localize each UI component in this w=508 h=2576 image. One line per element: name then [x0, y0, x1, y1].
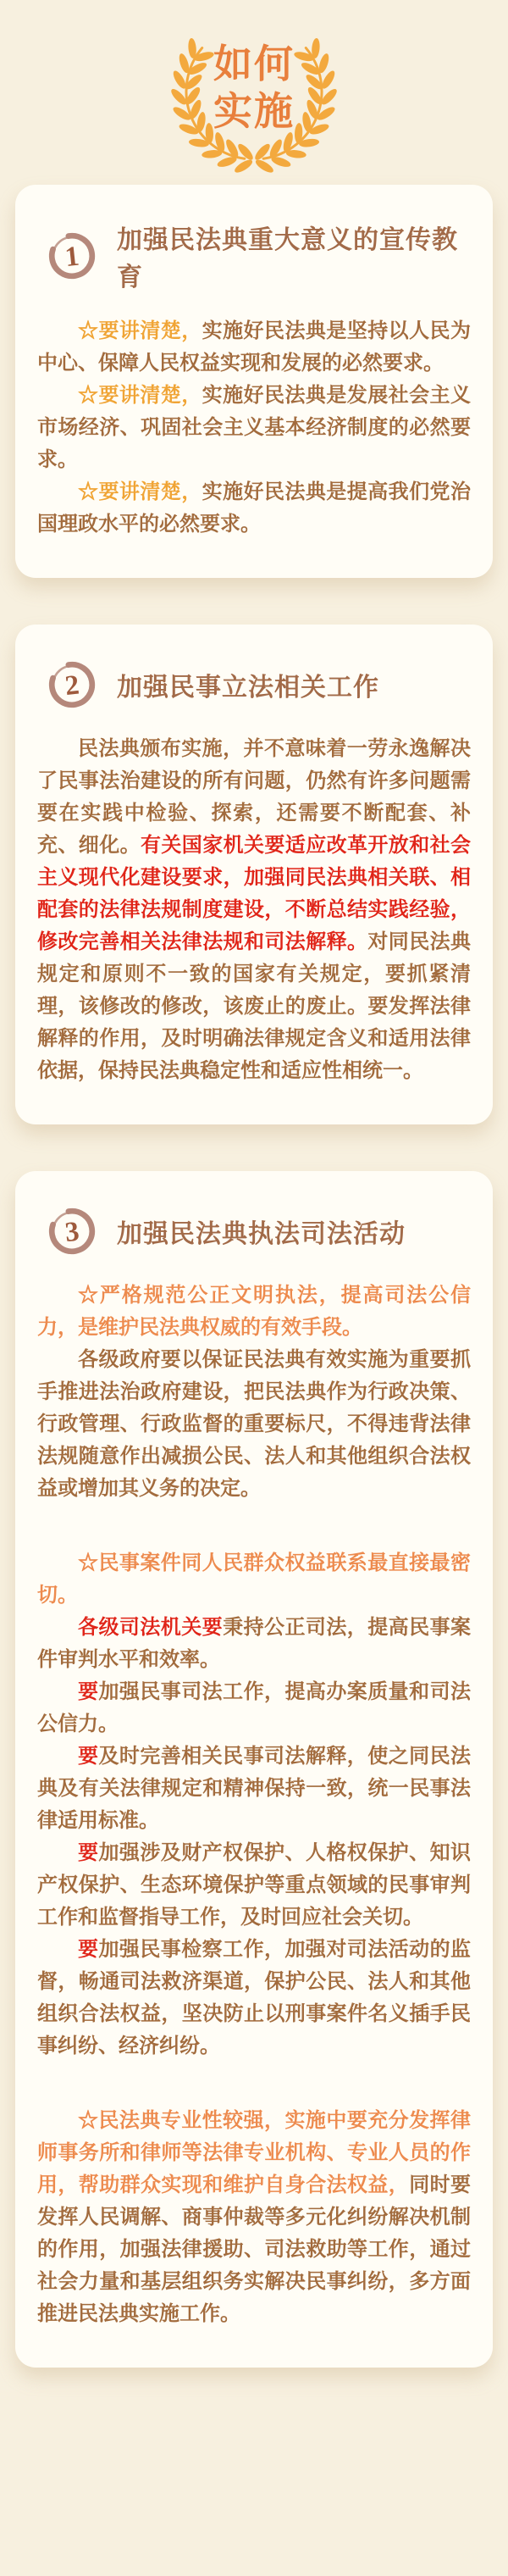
paragraph [37, 1547, 471, 1612]
section-card-3 [15, 1171, 493, 2368]
section-1-body [15, 302, 493, 541]
paragraph [37, 315, 471, 380]
paragraph [37, 1837, 471, 1934]
text-run-orange: ☆民事案件同人民群众权益联系最直接最密切。 [37, 1552, 471, 1607]
text-run-brown: 实施好民法典是发展社会主义市场经济、巩固社会主义基本经济制度的必然要求。 [37, 385, 472, 471]
text-run-red: 要 [78, 1746, 99, 1768]
text-run-brown: 加强民事检察工作，加强对司法活动的监督，畅通司法救济渠道，保护公民、法人和其他组织合法权益，坚决防止以刑事案件名义插手民事纠纷、经济纠纷。 [37, 1939, 472, 2057]
text-run-brown: 加强涉及财产权保护、人格权保护、知识产权保护、生态环境保护等重点领域的民事审判工作和监督指导工作，及时回应社会关切。 [37, 1842, 472, 1929]
section-3-body [15, 1266, 493, 2330]
page-header [0, 0, 508, 185]
paragraph [37, 1676, 471, 1740]
paragraph [37, 380, 471, 476]
bottom-spacer [0, 2414, 508, 2448]
text-run-brown: 实施好民法典是提高我们党治国理政水平的必然要求。 [37, 481, 472, 536]
paragraph [37, 1280, 471, 1344]
text-run-brown: 加强民事司法工作，提高办案质量和司法公信力。 [37, 1681, 472, 1735]
section-2-title: 加强民事立法相关工作 [117, 674, 379, 702]
section-2-header [15, 625, 493, 719]
text-run-red: 各级司法机关要 [78, 1617, 224, 1639]
section-3-header [15, 1171, 493, 1266]
section-3-title: 加强民法典执法司法活动 [117, 1220, 406, 1248]
paragraph [37, 2105, 471, 2330]
section-number: 2 [64, 669, 81, 702]
text-run-red: 有关国家机关要适应改革开放和社会主义现代化建设要求，加强同民法典相关联、相配套的法律法规制度建设，不断总结实践经验，修改完善相关法律法规和司法解释。 [37, 835, 471, 953]
paragraph [37, 733, 471, 1087]
section-2-body [15, 719, 493, 1087]
text-run-brown: 秉持公正司法，提高民事案件审判水平和效率。 [37, 1617, 472, 1671]
paragraph [37, 1740, 471, 1837]
paragraph [37, 1934, 471, 2062]
brush-circle-icon [46, 658, 98, 711]
section-number: 3 [64, 1216, 81, 1249]
text-run-brown: 对同民法典规定和原则不一致的国家有关规定，要抓紧清理，该修改的修改，该废止的废止。要发挥法律解释的作用，及时明确法律规定含义和适用法律依据，保持民法典稳定性和适应性相统一。 [37, 931, 472, 1082]
text-run-gold: ☆要讲清楚， [78, 385, 202, 407]
section-number: 1 [64, 241, 81, 274]
text-run-orange: ☆严格规范公正文明执法，提高司法公信力，是维护民法典权威的有效手段。 [37, 1285, 471, 1339]
paragraph [37, 1612, 471, 1676]
laurel-wreath-icon [163, 7, 345, 181]
brush-circle-icon [46, 230, 98, 282]
paragraph [37, 476, 471, 541]
section-card-1 [15, 185, 493, 578]
text-run-brown: 实施好民法典是坚持以人民为中心、保障人民权益实现和发展的必然要求。 [37, 320, 472, 375]
page-title [163, 41, 345, 136]
text-run-red: 要 [78, 1681, 99, 1703]
page-title-line2: 实施 [213, 90, 295, 133]
section-card-2 [15, 625, 493, 1124]
text-run-orange: ☆民法典专业性较强，实施中要充分发挥律师事务所和律师等法律专业机构、专业人员的作用，帮助群众实现和维护自身合法权益， [37, 2110, 471, 2196]
text-run-brown: 同时要发挥人民调解、商事仲裁等多元化纠纷解决机制的作用，加强法律援助、司法救助等工作，通过社会力量和基层组织务实解决民事纠纷，多方面推进民法典实施工作。 [37, 2174, 472, 2325]
text-run-brown: 民法典颁布实施，并不意味着一劳永逸解决了民事法治建设的所有问题，仍然有许多问题需要在实践中检验、探索，还需要不断配套、补充、细化。 [37, 738, 471, 857]
text-run-gold: ☆要讲清楚， [78, 320, 202, 342]
section-1-title: 加强民法典重大意义的宣传教育 [117, 226, 458, 291]
section-1-header [15, 185, 493, 302]
text-run-red: 要 [78, 1842, 99, 1864]
text-run-gold: ☆要讲清楚， [78, 481, 202, 503]
text-run-red: 要 [78, 1939, 99, 1961]
paragraph [37, 1344, 471, 1505]
brush-circle-icon [46, 1205, 98, 1257]
page-title-line1: 如何 [213, 42, 295, 86]
text-run-brown: 各级政府要以保证民法典有效实施为重要抓手推进法治政府建设，把民法典作为行政决策、行政管理、行政监督的重要标尺，不得违背法律法规随意作出减损公民、法人和其他组织合法权益或增加其义务的决定。 [37, 1349, 471, 1500]
text-run-brown: 及时完善相关民事司法解释，使之同民法典及有关法律规定和精神保持一致，统一民事法律适用标准。 [37, 1746, 472, 1832]
